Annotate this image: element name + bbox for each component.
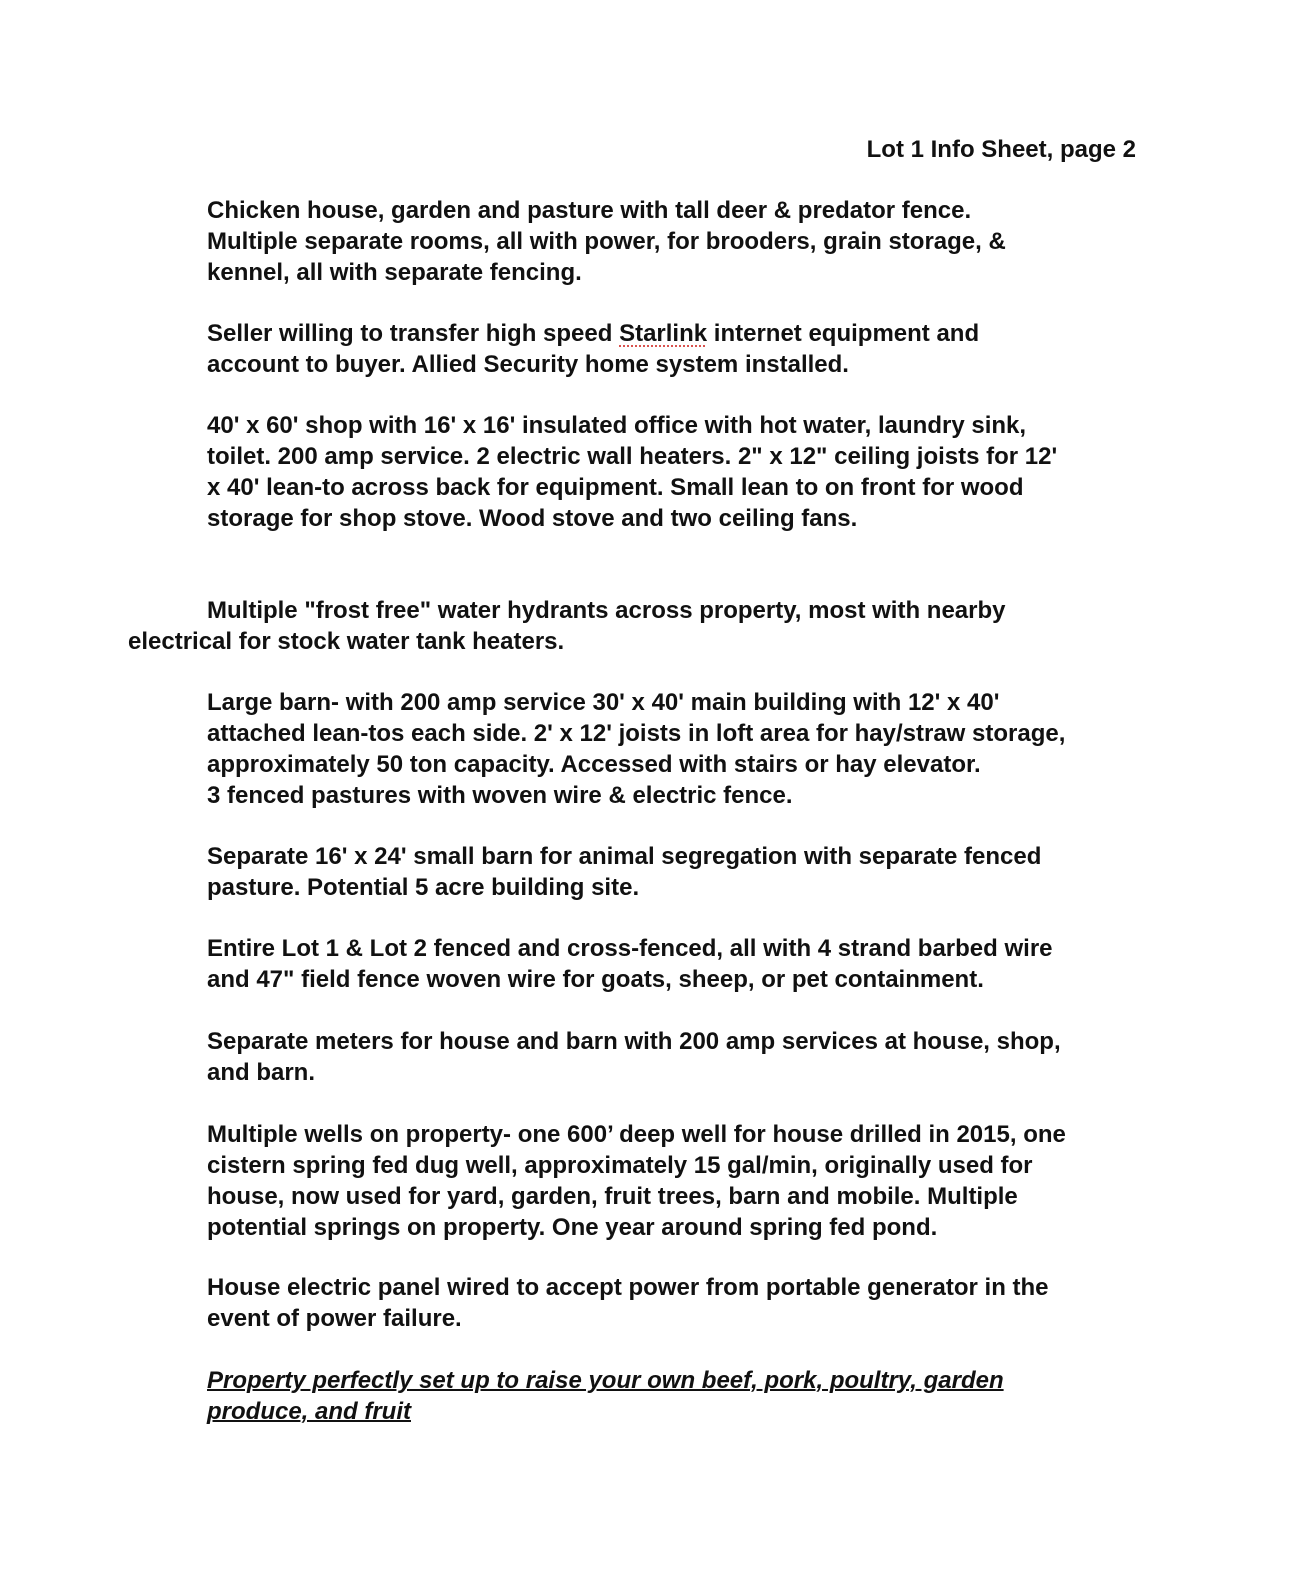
text-line: approximately 50 ton capacity. Accessed with stairs or hay elevator. (207, 751, 981, 778)
text-line: Separate 16' x 24' small barn for animal segregation with separate fenced (207, 843, 1042, 870)
paragraph-chicken-house (207, 195, 1167, 288)
text-segment: Seller willing to transfer high speed (207, 320, 620, 347)
text-line: Multiple wells on property- one 600’ deep well for house drilled in 2015, one (207, 1121, 1066, 1148)
text-line (207, 318, 1167, 349)
text-line: cistern spring fed dug well, approximately 15 gal/min, originally used for (207, 1152, 1033, 1179)
text-line: Multiple "frost free" water hydrants across property, most with nearby (207, 597, 1006, 624)
text-line: toilet. 200 amp service. 2 electric wall heaters. 2" x 12" ceiling joists for 12' (207, 443, 1058, 470)
text-line: 40' x 60' shop with 16' x 16' insulated office with hot water, laundry sink, (207, 412, 1027, 439)
paragraph-meters (207, 1026, 1167, 1088)
paragraph-fencing (207, 933, 1167, 995)
text-line: house, now used for yard, garden, fruit trees, barn and mobile. Multiple (207, 1183, 1018, 1210)
paragraph-large-barn (207, 687, 1167, 811)
text-line: Large barn- with 200 amp service 30' x 40' main building with 12' x 40' (207, 689, 1000, 716)
paragraph-small-barn (207, 841, 1167, 903)
text-line: 3 fenced pastures with woven wire & electric fence. (207, 782, 793, 809)
text-line: and barn. (207, 1059, 316, 1086)
spellcheck-flagged-word[interactable]: Starlink (619, 320, 708, 347)
closing-text: Property perfectly set up to raise your own beef, pork, poultry, garden (207, 1367, 1004, 1394)
paragraph-closing-statement (207, 1365, 1167, 1427)
text-line (207, 1365, 1167, 1396)
paragraph-generator (207, 1272, 1167, 1334)
text-line: and 47" field fence woven wire for goats, sheep, or pet containment. (207, 966, 984, 993)
text-line: House electric panel wired to accept power from portable generator in the (207, 1274, 1049, 1301)
text-line: pasture. Potential 5 acre building site. (207, 874, 640, 901)
text-line: Separate meters for house and barn with 200 amp services at house, shop, (207, 1028, 1061, 1055)
page-header: Lot 1 Info Sheet, page 2 (866, 136, 1136, 163)
text-line: electrical for stock water tank heaters. (128, 628, 565, 655)
paragraph-wells (207, 1119, 1167, 1243)
text-line: Chicken house, garden and pasture with tall deer & predator fence. (207, 197, 972, 224)
text-line: Multiple separate rooms, all with power, for brooders, grain storage, & (207, 228, 1006, 255)
paragraph-hydrants (128, 595, 1168, 657)
closing-text: produce, and fruit (207, 1398, 411, 1425)
paragraph-shop (207, 410, 1167, 534)
text-line: event of power failure. (207, 1305, 462, 1332)
text-line: x 40' lean-to across back for equipment. Small lean to on front for wood (207, 474, 1024, 501)
text-line: potential springs on property. One year around spring fed pond. (207, 1214, 938, 1241)
text-line: attached lean-tos each side. 2' x 12' joists in loft area for hay/straw storage, (207, 720, 1066, 747)
text-line: account to buyer. Allied Security home system installed. (207, 351, 849, 378)
paragraph-starlink (207, 318, 1167, 380)
text-line (207, 1396, 1167, 1427)
text-line: kennel, all with separate fencing. (207, 259, 582, 286)
text-segment: internet equipment and (707, 320, 980, 347)
text-line: storage for shop stove. Wood stove and two ceiling fans. (207, 505, 858, 532)
text-line: Entire Lot 1 & Lot 2 fenced and cross-fenced, all with 4 strand barbed wire (207, 935, 1053, 962)
